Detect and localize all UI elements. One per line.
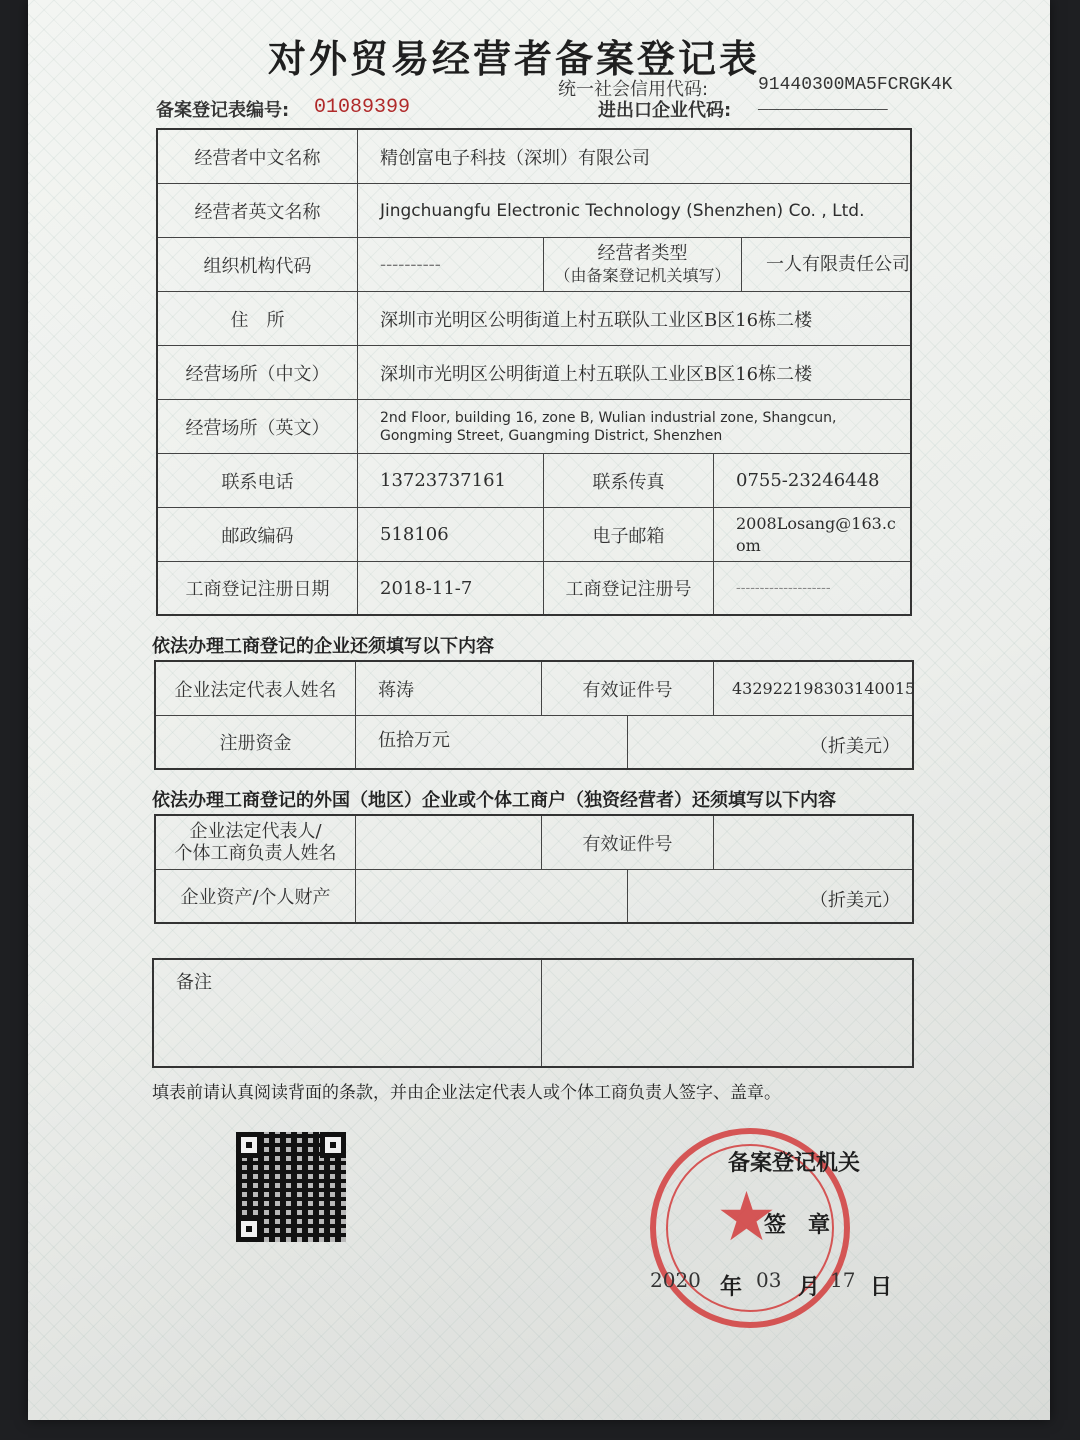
document-page	[28, 0, 1050, 1420]
date-day: 17	[830, 1268, 856, 1292]
rep-name: 蒋涛	[356, 662, 542, 716]
date-year-label: 年	[720, 1275, 743, 1300]
reg-date-label: 工商登记注册日期	[158, 562, 358, 614]
en-name: Jingchuangfu Electronic Technology (Shenzhen) Co. , Ltd.	[358, 184, 910, 238]
main-table	[156, 128, 912, 616]
rep-name-foreign	[356, 816, 542, 870]
rep-name-label: 企业法定代表人姓名	[156, 662, 356, 716]
section3-table	[154, 814, 914, 924]
fax-label: 联系传真	[544, 454, 714, 508]
reg-date: 2018-11-7	[358, 562, 544, 614]
site-en-label: 经营场所（英文）	[158, 400, 358, 454]
credit-code-label: 统一社会信用代码:	[558, 79, 709, 100]
rep-label-line1: 企业法定代表人/	[189, 820, 322, 842]
remarks-label: 备注	[154, 960, 542, 1066]
address: 深圳市光明区公明街道上村五联队工业区B区16栋二楼	[358, 292, 910, 346]
site-cn-label: 经营场所（中文）	[158, 346, 358, 400]
postcode: 518106	[358, 508, 544, 562]
phone: 13723737161	[358, 454, 544, 508]
date-day-label: 日	[870, 1275, 893, 1300]
fax: 0755-23246448	[714, 454, 910, 508]
section3-heading: 依法办理工商登记的外国（地区）企业或个体工商户（独资经营者）还须填写以下内容	[152, 790, 836, 811]
cn-name: 精创富电子科技（深圳）有限公司	[358, 130, 910, 184]
id-label: 有效证件号	[542, 662, 714, 716]
section2-heading: 依法办理工商登记的企业还须填写以下内容	[152, 636, 494, 657]
site-en	[358, 400, 910, 454]
id-value: 432922198303140015	[714, 662, 912, 716]
capital-usd-note: （折美元）	[810, 736, 900, 757]
capital-value: 伍拾万元	[356, 716, 628, 768]
record-no: 01089399	[314, 96, 411, 119]
id-label-foreign: 有效证件号	[542, 816, 714, 870]
footer-notice: 填表前请认真阅读背面的条款，并由企业法定代表人或个体工商负责人签字、盖章。	[152, 1083, 781, 1103]
en-name-label: 经营者英文名称	[158, 184, 358, 238]
address-label: 住 所	[158, 292, 358, 346]
type-label-line1: 经营者类型	[597, 242, 688, 264]
date-month: 03	[756, 1268, 782, 1292]
import-export-code-label: 进出口企业代码:	[598, 100, 732, 121]
id-value-foreign	[714, 816, 912, 870]
record-no-label: 备案登记表编号:	[156, 100, 290, 121]
email	[714, 508, 910, 562]
assets-label: 企业资产/个人财产	[156, 870, 356, 922]
phone-label: 联系电话	[158, 454, 358, 508]
rep-label-foreign	[156, 816, 356, 870]
document-title: 对外贸易经营者备案登记表	[268, 36, 761, 81]
site-en-line1: 2nd Floor, building 16, zone B, Wulian industrial zone, Shangcun,	[380, 409, 837, 426]
assets-value	[356, 870, 628, 922]
date-year: 2020	[650, 1268, 701, 1292]
email-line2: om	[736, 535, 761, 555]
org-code-label: 组织机构代码	[158, 238, 358, 292]
type-label-line2: （由备案登记机关填写）	[554, 265, 731, 285]
email-label: 电子邮箱	[544, 508, 714, 562]
site-en-line2: Gongming Street, Guangming District, Shenzhen	[380, 427, 723, 444]
seal-star-icon: ★	[716, 1178, 777, 1257]
type-value: 一人有限责任公司	[742, 238, 910, 292]
capital-label: 注册资金	[156, 716, 356, 768]
sign-label: 签 章	[764, 1213, 831, 1238]
org-code: ----------	[358, 238, 544, 292]
reg-no: --------------------	[736, 580, 831, 596]
rep-label-line2: 个体工商负责人姓名	[174, 842, 337, 864]
authority-label: 备案登记机关	[728, 1151, 861, 1176]
date-month-label: 月	[798, 1275, 821, 1300]
remarks-table	[152, 958, 914, 1068]
cn-name-label: 经营者中文名称	[158, 130, 358, 184]
credit-code: 91440300MA5FCRGK4K	[758, 75, 953, 95]
section2-table	[154, 660, 914, 770]
type-label	[544, 238, 742, 292]
remarks-value	[542, 960, 912, 1066]
site-cn: 深圳市光明区公明街道上村五联队工业区B区16栋二楼	[358, 346, 910, 400]
reg-no-label: 工商登记注册号	[544, 562, 714, 614]
assets-usd-note: （折美元）	[810, 890, 900, 911]
postcode-label: 邮政编码	[158, 508, 358, 562]
qr-code	[236, 1132, 346, 1242]
email-line1: 2008Losang@163.c	[736, 513, 896, 533]
import-export-code: ____________	[758, 94, 888, 114]
